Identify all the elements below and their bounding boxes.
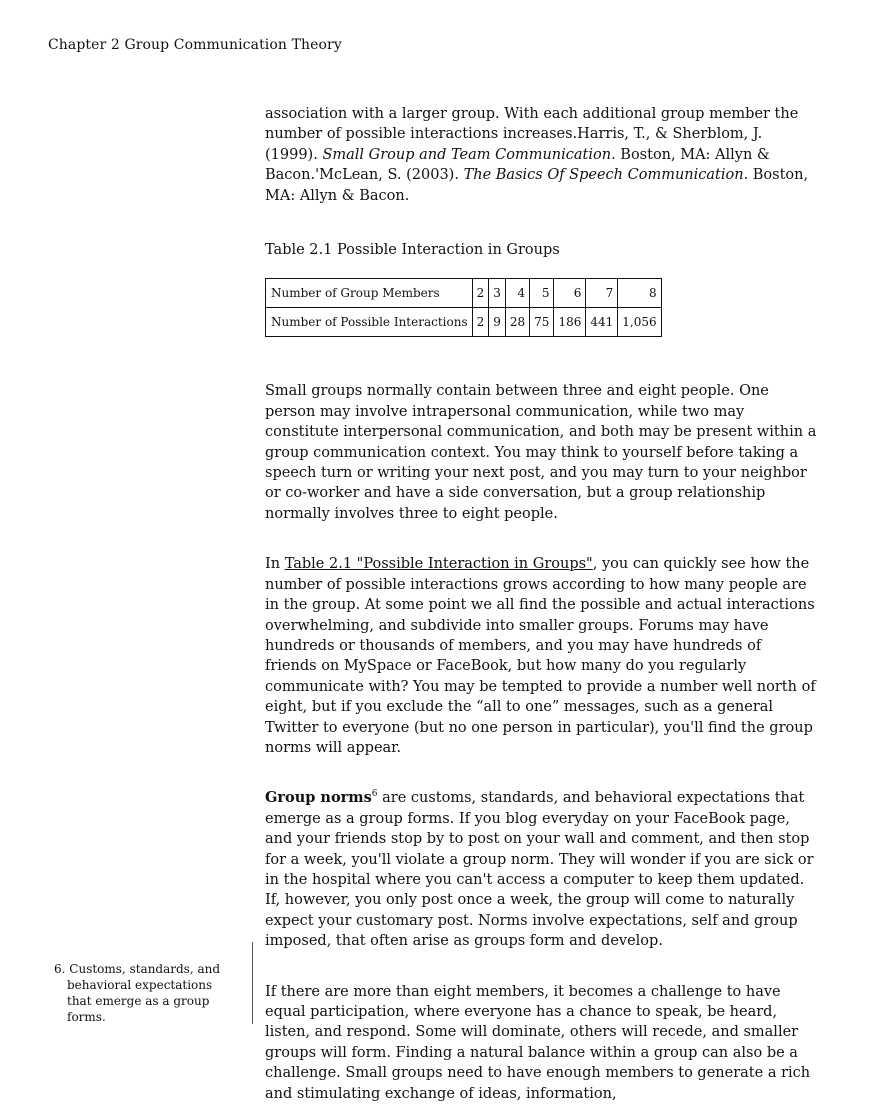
table-cell: 186 (554, 308, 586, 337)
table-row (266, 279, 662, 308)
sidenote-text: behavioral expectations that emerge as a group forms. (67, 978, 213, 1024)
table-ref-text: , you can quickly see how the number of possible interactions grows according to how many people are in the group. At some point we all find the possible and actual interactions overwhelming, and subdivide into smaller groups. Forums may have hundreds or thousands of members, and you may have hundreds of friends on MySpace or FaceBook, but how many do you regularly communicate with? You may be tempted to provide a number well north of eight, but if you exclude the “all to one” messages, such as a general Twitter to everyone (but no one person in particular), you'll find the group norms will appear. (265, 556, 816, 756)
table-cell: 3 (489, 279, 506, 308)
intro-text-2: . Boston, MA: Allyn & Bacon. (265, 146, 770, 184)
footnote-marker[interactable]: 6 (371, 789, 378, 800)
row-header-members: Number of Group Members (266, 279, 473, 308)
row-header-interactions: Number of Possible Interactions (266, 308, 473, 337)
sidenote-line-1: Customs, standards, and (69, 962, 221, 976)
intro-text-4: . Boston, MA: Allyn & Bacon. (265, 167, 809, 204)
table-cell: 4 (505, 279, 529, 308)
sidenote (54, 961, 234, 1025)
citation-title-2: The Basics Of Speech Communication (463, 167, 744, 184)
table-row (266, 308, 662, 337)
table-reference-link[interactable]: Table 2.1 "Possible Interaction in Groups" (284, 556, 593, 573)
intro-paragraph (265, 104, 817, 206)
intro-text-1: association with a larger group. With each additional group member the number of possible interactions increases.Harris, T., & Sherblom, J. (1999). (265, 106, 799, 163)
more-than-eight-paragraph: If there are more than eight members, it becomes a challenge to have equal participation, where everyone has a chance to speak, be heard, listen, and respond. Some will dominate, others will recede, and smaller groups will form. Finding a natural balance within a group can also be a challenge. Small groups need to have enough members to generate a rich and stimulating exchange of ideas, information, (265, 983, 811, 1102)
table-caption: Table 2.1 Possible Interaction in Groups (265, 242, 560, 259)
group-norms-text: are customs, standards, and behavioral expectations that emerge as a group forms. If you blog everyday on your FaceBook page, and your friends stop by to post on your wall and comment, and then stop for a week, you'll violate a group norm. They will wonder if you are sick or in the hospital where you can't access a computer to keep them updated. If, however, you only post once a week, the group will come to naturally expect your customary post. Norms involve expectations, self and group imposed, that often arise as groups form and develop. (265, 790, 814, 950)
table-cell: 8 (618, 279, 661, 308)
table-cell: 2 (472, 279, 489, 308)
table-cell: 2 (472, 308, 489, 337)
table-cell: 28 (505, 308, 529, 337)
chapter-header: Chapter 2 Group Communication Theory (48, 37, 342, 53)
table-ref-prefix: In (265, 556, 285, 573)
citation-separator: ' (315, 167, 320, 184)
small-groups-paragraph: Small groups normally contain between three and eight people. One person may involve intrapersonal communication, while two may constitute interpersonal communication, and both may be present within a group communication context. You may think to yourself before taking a speech turn or writing your next post, and you may turn to your neighbor or co-worker and have a side conversation, but a group relationship normally involves three to eight people. (265, 383, 817, 522)
group-norms-paragraph (265, 788, 817, 951)
table-cell: 441 (586, 308, 618, 337)
sidenote-number: 6. (54, 962, 66, 976)
table-cell: 9 (489, 308, 506, 337)
table-cell: 7 (586, 279, 618, 308)
table-cell: 1,056 (618, 308, 661, 337)
table-cell: 5 (530, 279, 554, 308)
margin-rule (252, 942, 253, 1024)
intro-text-3: McLean, S. (2003). (319, 167, 464, 184)
citation-title-1: Small Group and Team Communication (322, 146, 612, 163)
table-cell: 75 (530, 308, 554, 337)
main-content (265, 104, 817, 1104)
table-reference-paragraph (265, 554, 817, 758)
table-cell: 6 (554, 279, 586, 308)
group-norms-term: Group norms (265, 789, 372, 807)
interactions-table (265, 278, 662, 337)
